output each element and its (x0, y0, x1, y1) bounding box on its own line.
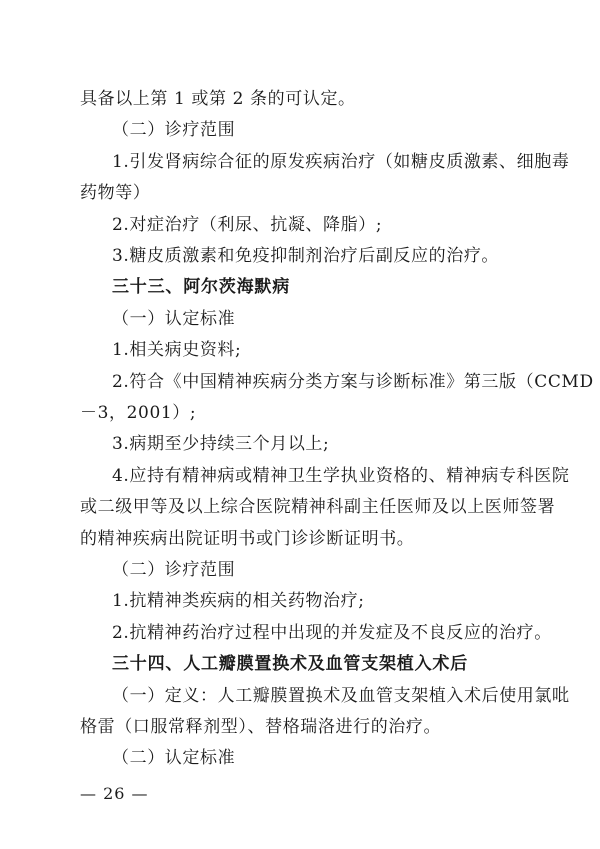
paragraph-line: 或二级甲等及以上综合医院精神科副主任医师及以上医师签署 (80, 497, 556, 518)
section-heading: 三十四、人工瓣膜置换术及血管支架植入术后 (112, 654, 468, 675)
paragraph-line: 3.病期至少持续三个月以上; (112, 434, 330, 455)
paragraph-line: －3，2001）; (80, 403, 197, 423)
page-number: — 26 — (80, 783, 149, 803)
section-heading: 三十三、阿尔茨海默病 (112, 277, 290, 298)
section-subheading: （一）认定标准 (112, 308, 236, 329)
paragraph-line: 的精神疾病出院证明书或门诊诊断证明书。 (80, 528, 415, 549)
paragraph-line: 1.抗精神类疾病的相关药物治疗; (112, 591, 365, 612)
section-subheading: （二）认定标准 (112, 748, 236, 769)
paragraph-line: 3.糖皮质激素和免疫抑制剂治疗后副反应的治疗。 (112, 246, 500, 266)
paragraph-line: 4.应持有精神病或精神卫生学执业资格的、精神病专科医院 (112, 465, 570, 486)
paragraph-line: 2.符合《中国精神疾病分类方案与诊断标准》第三版（CCMD (112, 371, 594, 392)
section-subheading: （二）诊疗范围 (112, 120, 236, 141)
paragraph-line: 格雷（口服常释剂型）、替格瑞洛进行的治疗。 (80, 717, 442, 737)
paragraph-line: 具备以上第 1 或第 2 条的可认定。 (80, 89, 356, 109)
paragraph-line: （一）定义：人工瓣膜置换术及血管支架植入术后使用氯吡 (112, 685, 570, 706)
paragraph-line: 2.对症治疗（利尿、抗凝、降脂）; (112, 214, 383, 235)
paragraph-line: 药物等） (80, 183, 151, 204)
section-subheading: （二）诊疗范围 (112, 560, 236, 580)
paragraph-line: 2.抗精神药治疗过程中出现的并发症及不良反应的治疗。 (112, 622, 552, 643)
paragraph-line: 1.引发肾病综合征的原发疾病治疗（如糖皮质激素、细胞毒 (112, 151, 570, 172)
paragraph-line: 1.相关病史资料; (112, 340, 242, 361)
